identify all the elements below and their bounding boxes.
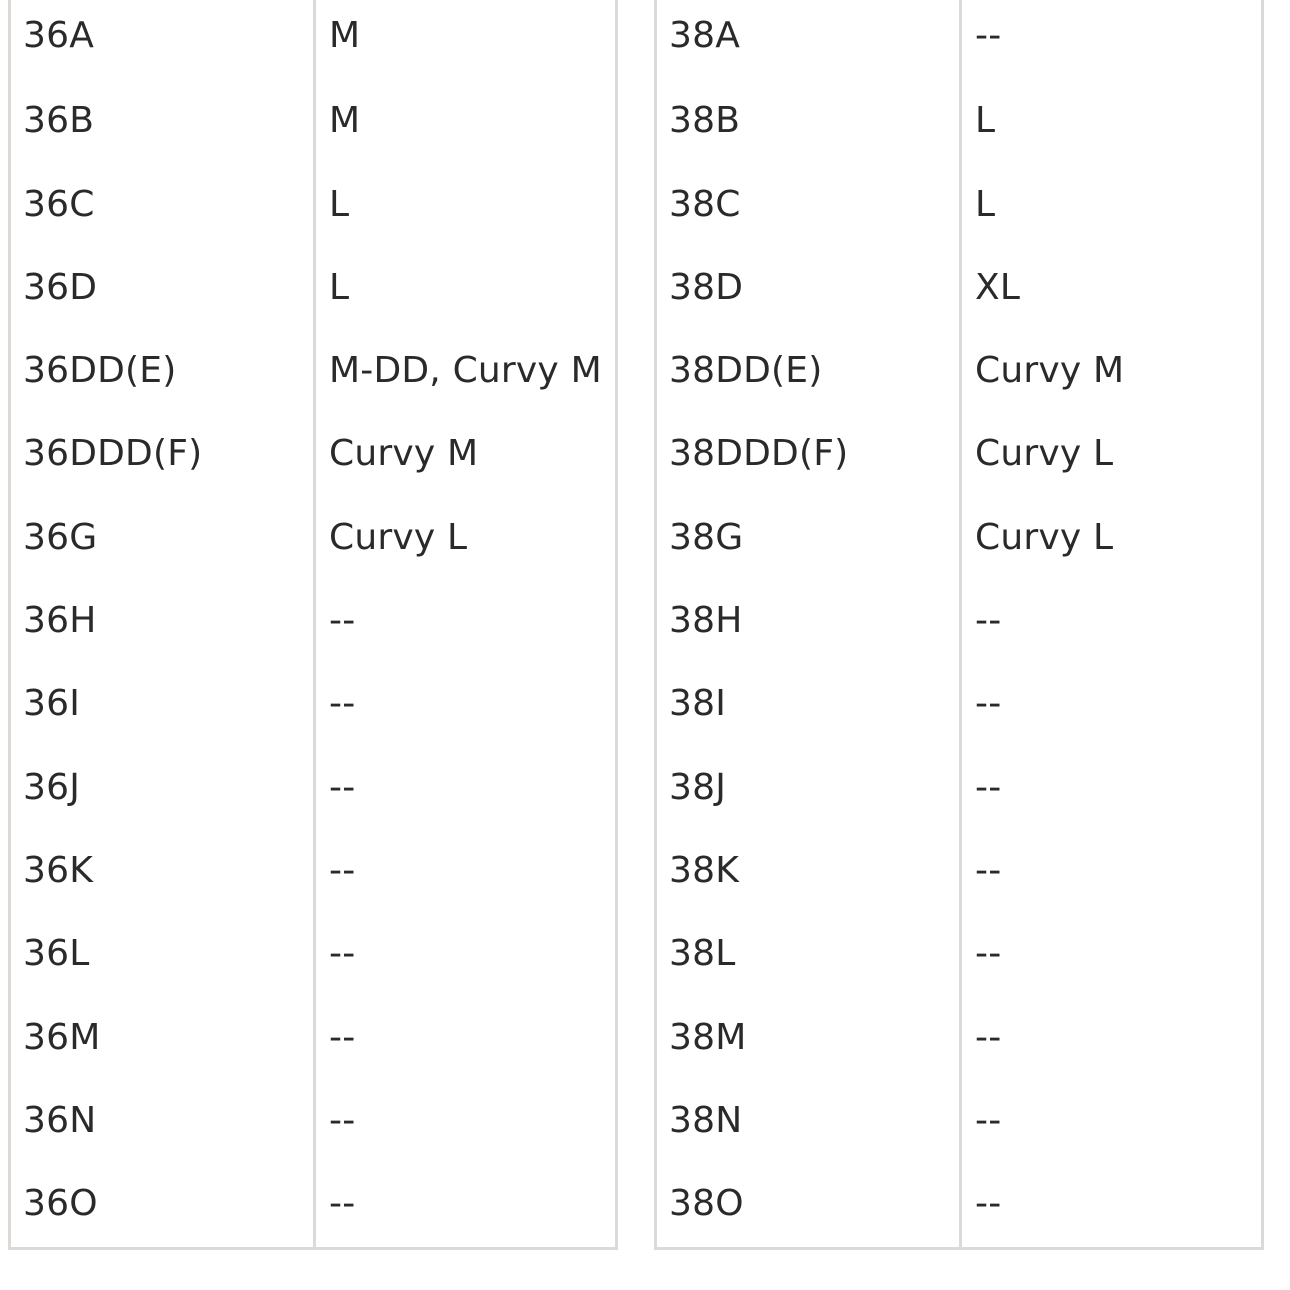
fit-size-cell: -- [329,766,356,808]
table-row [11,246,615,329]
table-row [11,996,615,1079]
bra-size-cell: 38C [669,183,741,225]
fit-size-cell: L [329,183,350,225]
bra-size-cell: 36H [23,600,97,642]
table-row [657,746,1261,829]
fit-size-cell: -- [975,849,1002,891]
fit-size-cell: Curvy M [329,433,479,475]
bra-size-cell: 36L [23,933,90,975]
bra-size-cell: 36A [23,15,95,56]
fit-size-cell: L [975,100,996,142]
bra-size-cell: 38K [669,849,740,891]
bra-size-cell: 36K [23,849,94,891]
bra-size-cell: 36O [23,1183,98,1225]
table-row [11,412,615,495]
table-row [11,579,615,662]
table-row [11,496,615,579]
fit-size-cell: -- [975,1016,1002,1058]
table-rows [657,0,1261,1245]
fit-size-cell: -- [975,766,1002,808]
table-rows [11,0,615,1245]
fit-size-cell: -- [975,1183,1002,1225]
bra-size-cell: 38H [669,600,743,642]
bra-size-cell: 38B [669,100,741,142]
bra-size-cell: 38A [669,15,741,56]
bra-size-cell: 38DDD(F) [669,433,849,475]
table-row [11,1079,615,1162]
table-row [657,1079,1261,1162]
table-row [657,829,1261,912]
table-row [11,163,615,246]
table-row [11,746,615,829]
fit-size-cell: L [329,266,350,308]
bra-size-cell: 38M [669,1016,747,1058]
bra-size-cell: 38J [669,766,727,808]
bra-size-cell: 36D [23,266,98,308]
bra-size-cell: 36DD(E) [23,350,177,392]
fit-size-cell: -- [329,1099,356,1141]
bra-size-cell: 38D [669,266,744,308]
table-row [11,829,615,912]
fit-size-cell: M [329,100,361,142]
table-row [11,79,615,162]
table-row [657,412,1261,495]
table-row [11,329,615,412]
table-row [11,662,615,745]
fit-size-cell: -- [329,600,356,642]
fit-size-cell: -- [329,1183,356,1225]
fit-size-cell: Curvy L [975,516,1114,558]
bra-size-cell: 36DDD(F) [23,433,203,475]
bra-size-cell: 38G [669,516,744,558]
size-table-36 [8,0,618,1250]
fit-size-cell: -- [329,683,356,725]
bra-size-cell: 36I [23,683,81,725]
fit-size-cell: M [329,15,361,56]
fit-size-cell: -- [975,15,1002,56]
bra-size-cell: 38I [669,683,727,725]
bra-size-cell: 36M [23,1016,101,1058]
bra-size-cell: 36N [23,1099,97,1141]
fit-size-cell: XL [975,266,1021,308]
table-row [657,912,1261,995]
bra-size-cell: 38L [669,933,736,975]
bra-size-cell: 36C [23,183,95,225]
table-row [11,912,615,995]
table-row [11,0,615,79]
fit-size-cell: Curvy L [975,433,1114,475]
fit-size-cell: -- [975,933,1002,975]
table-row [657,329,1261,412]
bra-size-cell: 36B [23,100,95,142]
size-table-38 [654,0,1264,1250]
fit-size-cell: -- [329,1016,356,1058]
table-row [657,496,1261,579]
table-row [657,246,1261,329]
bra-size-cell: 36G [23,516,98,558]
table-row [657,996,1261,1079]
table-row [657,662,1261,745]
fit-size-cell: -- [975,683,1002,725]
fit-size-cell: M-DD, Curvy M [329,350,602,392]
table-row [657,0,1261,79]
fit-size-cell: -- [329,933,356,975]
fit-size-cell: Curvy M [975,350,1125,392]
bra-size-cell: 38DD(E) [669,350,823,392]
table-row [657,79,1261,162]
fit-size-cell: -- [975,600,1002,642]
table-row [657,1162,1261,1245]
fit-size-cell: -- [329,849,356,891]
fit-size-cell: -- [975,1099,1002,1141]
table-row [657,163,1261,246]
bra-size-cell: 38N [669,1099,743,1141]
table-row [657,579,1261,662]
bra-size-cell: 36J [23,766,81,808]
fit-size-cell: Curvy L [329,516,468,558]
fit-size-cell: L [975,183,996,225]
table-row [11,1162,615,1245]
bra-size-cell: 38O [669,1183,744,1225]
